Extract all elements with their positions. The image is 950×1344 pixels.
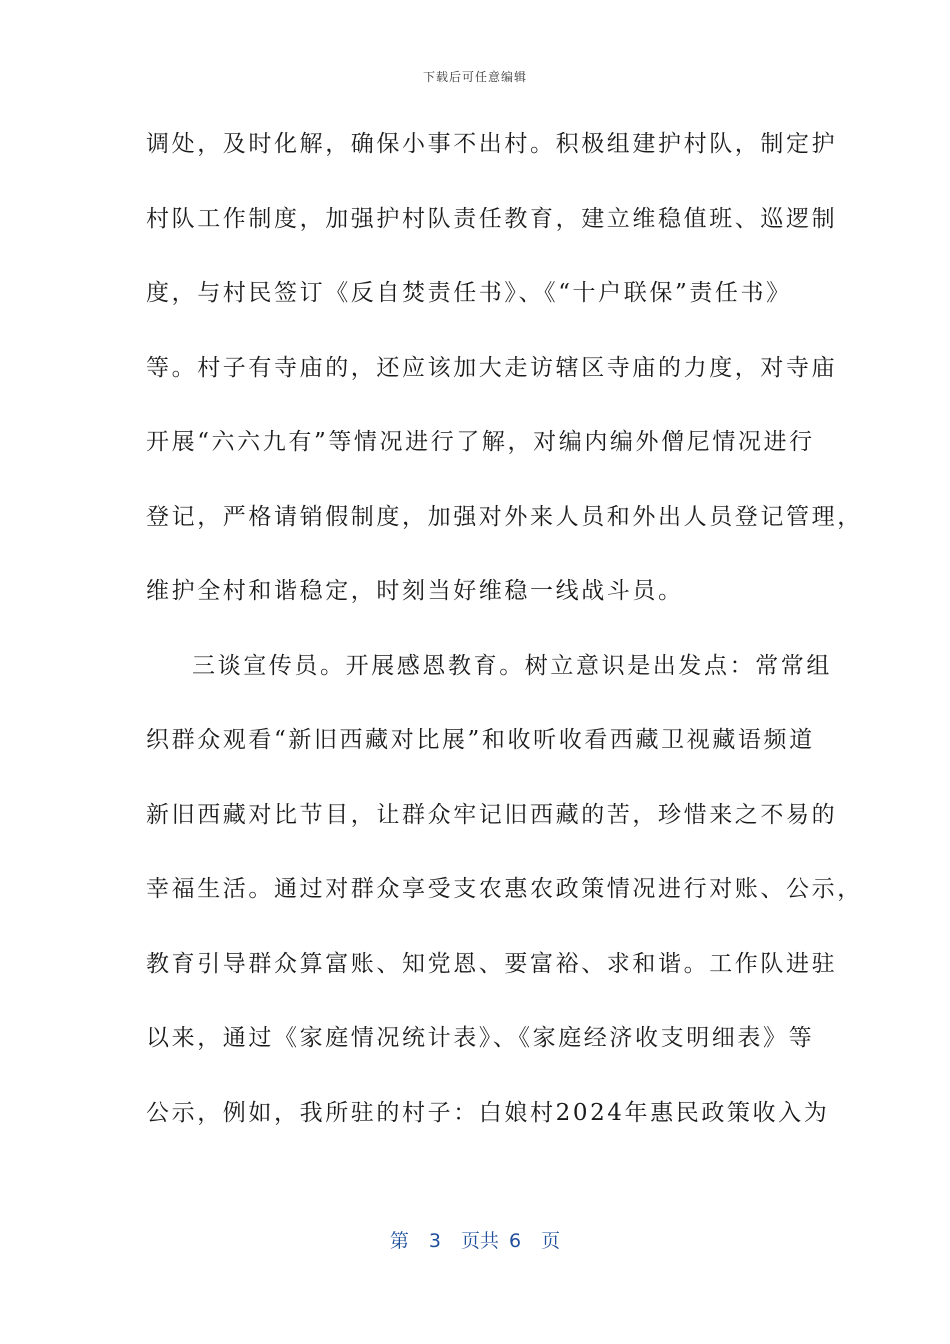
- footer-of-label: 页共: [460, 1230, 499, 1252]
- header-note: 下载后可任意编辑: [422, 70, 527, 84]
- text-line: 公示，例如，我所驻的村子：白娘村2024年惠民政策收入为: [146, 1099, 830, 1126]
- footer-page-label: 第: [389, 1230, 409, 1252]
- text-line: 维护全村和谐稳定，时刻当好维稳一线战斗员。: [146, 578, 684, 604]
- text-line: 调处，及时化解，确保小事不出村。积极组建护村队，制定护: [146, 131, 838, 157]
- text-line: 教育引导群众算富账、知党恩、要富裕、求和谐。工作队进驻: [146, 950, 838, 977]
- text-line: 新旧西藏对比节目，让群众牢记旧西藏的苦，珍惜来之不易的: [146, 801, 838, 828]
- text-line: 织群众观看“新旧西藏对比展”和收听收看西藏卫视藏语频道: [146, 727, 815, 753]
- text-line: 登记，严格请销假制度，加强对外来人员和外出人员登记管理，: [146, 503, 863, 530]
- text-line: 幸福生活。通过对群众享受支农惠农政策情况进行对账、公示，: [146, 876, 863, 902]
- footer-page-end-label: 页: [541, 1230, 561, 1252]
- document-body: [146, 118, 863, 1161]
- current-page-number: 3: [428, 1230, 441, 1252]
- page-footer: [0, 1226, 950, 1253]
- text-line: 村队工作制度，加强护村队责任教育，建立维稳值班、巡逻制: [146, 205, 838, 232]
- paragraph-start-line: 三谈宣传员。开展感恩教育。树立意识是出发点：常常组: [192, 652, 832, 679]
- text-line: 以来，通过《家庭情况统计表》、《家庭经济收支明细表》等: [146, 1025, 815, 1051]
- total-pages-number: 6: [509, 1230, 522, 1252]
- text-line: 度，与村民签订《反自焚责任书》、《“十户联保”责任书》: [146, 280, 792, 306]
- text-line: 等。村子有寺庙的，还应该加大走访辖区寺庙的力度，对寺庙: [146, 354, 838, 381]
- text-line: 开展“六六九有”等情况进行了解，对编内编外僧尼情况进行: [146, 429, 815, 455]
